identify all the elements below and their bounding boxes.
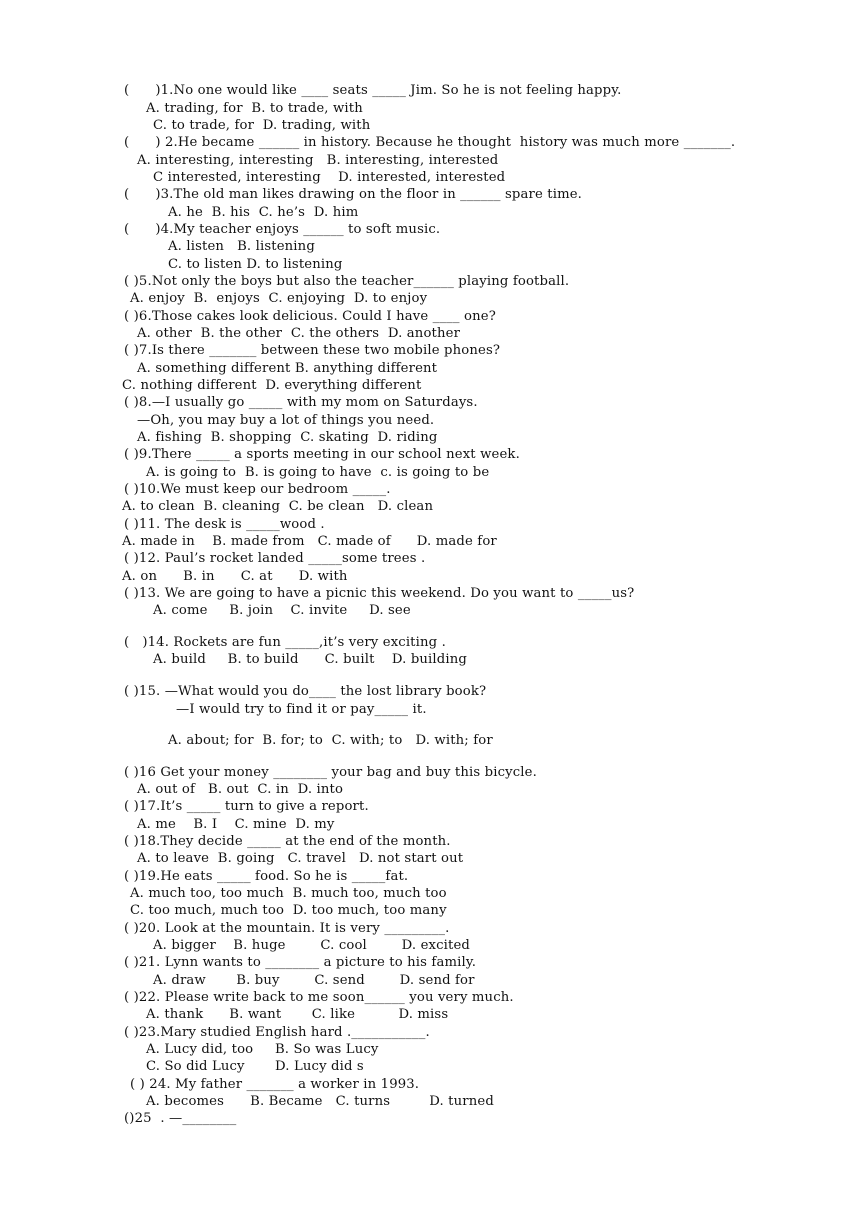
question-4-options-b: C. to listen D. to listening xyxy=(168,257,343,272)
question-6-options: A. other B. the other C. the others D. another xyxy=(137,326,461,341)
question-13: ( )13. We are going to have a picnic this weekend. Do you want to _____us? xyxy=(124,586,635,601)
question-8-dialogue: —Oh, you may buy a lot of things you need. xyxy=(137,413,435,428)
question-25: ()25 . —________ xyxy=(124,1111,237,1126)
question-23-options-b: C. So did Lucy D. Lucy did s xyxy=(146,1059,364,1074)
question-2: ( ) 2.He became ______ in history. Because he thought history was much more _______. xyxy=(124,135,736,150)
question-10: ( )10.We must keep our bedroom _____. xyxy=(124,482,391,497)
question-6: ( )6.Those cakes look delicious. Could I have ____ one? xyxy=(124,309,496,324)
question-23: ( )23.Mary studied English hard .___________. xyxy=(124,1025,430,1040)
question-11-options: A. made in B. made from C. made of D. made for xyxy=(122,534,497,549)
question-19-options-a: A. much too, too much B. much too, much too xyxy=(130,886,447,901)
question-20-options: A. bigger B. huge C. cool D. excited xyxy=(153,938,471,953)
question-5: ( )5.Not only the boys but also the teacher______ playing football. xyxy=(124,274,570,289)
question-14-options: A. build B. to build C. built D. building xyxy=(153,652,467,667)
question-3: ( )3.The old man likes drawing on the floor in ______ spare time. xyxy=(124,187,583,202)
question-19: ( )19.He eats _____ food. So he is _____fat. xyxy=(124,869,409,884)
question-24: ( ) 24. My father _______ a worker in 1993. xyxy=(130,1077,420,1092)
question-7-options-a: A. something different B. anything different xyxy=(137,361,438,376)
question-2-options-b: C interested, interesting D. interested, interested xyxy=(153,170,506,185)
question-15-dialogue: —I would try to find it or pay_____ it. xyxy=(176,702,427,717)
question-19-options-b: C. too much, much too D. too much, too many xyxy=(130,903,447,918)
question-20: ( )20. Look at the mountain. It is very _________. xyxy=(124,921,450,936)
question-4-options-a: A. listen B. listening xyxy=(168,239,315,254)
question-1: ( )1.No one would like ____ seats _____ Jim. So he is not feeling happy. xyxy=(124,83,622,98)
question-22: ( )22. Please write back to me soon______ you very much. xyxy=(124,990,514,1005)
question-11: ( )11. The desk is _____wood . xyxy=(124,517,325,532)
question-13-options: A. come B. join C. invite D. see xyxy=(153,603,411,618)
question-7: ( )7.Is there _______ between these two mobile phones? xyxy=(124,343,501,358)
question-8-options: A. fishing B. shopping C. skating D. riding xyxy=(137,430,438,445)
question-14: ( )14. Rockets are fun _____,it’s very exciting . xyxy=(124,635,446,650)
question-22-options: A. thank B. want C. like D. miss xyxy=(146,1007,449,1022)
question-16: ( )16 Get your money ________ your bag and buy this bicycle. xyxy=(124,765,537,780)
question-21: ( )21. Lynn wants to ________ a picture to his family. xyxy=(124,955,477,970)
question-21-options: A. draw B. buy C. send D. send for xyxy=(153,973,475,988)
question-5-options: A. enjoy B. enjoys C. enjoying D. to enjoy xyxy=(130,291,428,306)
question-15: ( )15. —What would you do____ the lost library book? xyxy=(124,684,487,699)
question-17-options: A. me B. I C. mine D. my xyxy=(137,817,335,832)
question-1-options-b: C. to trade, for D. trading, with xyxy=(153,118,371,133)
question-4: ( )4.My teacher enjoys ______ to soft music. xyxy=(124,222,441,237)
question-17: ( )17.It’s _____ turn to give a report. xyxy=(124,799,369,814)
question-1-options-a: A. trading, for B. to trade, with xyxy=(146,101,363,116)
question-2-options-a: A. interesting, interesting B. interesting, interested xyxy=(137,153,499,168)
question-9-options: A. is going to B. is going to have c. is going to be xyxy=(146,465,490,480)
question-7-options-b: C. nothing different D. everything different xyxy=(122,378,422,393)
question-18-options: A. to leave B. going C. travel D. not start out xyxy=(137,851,464,866)
question-18: ( )18.They decide _____ at the end of the month. xyxy=(124,834,451,849)
question-12: ( )12. Paul’s rocket landed _____some trees . xyxy=(124,551,426,566)
question-15-options: A. about; for B. for; to C. with; to D. with; for xyxy=(168,733,493,748)
question-16-options: A. out of B. out C. in D. into xyxy=(137,782,344,797)
question-8: ( )8.—I usually go _____ with my mom on Saturdays. xyxy=(124,395,478,410)
question-23-options-a: A. Lucy did, too B. So was Lucy xyxy=(146,1042,379,1057)
question-3-options: A. he B. his C. he’s D. him xyxy=(168,205,359,220)
question-24-options: A. becomes B. Became C. turns D. turned xyxy=(146,1094,494,1109)
question-9: ( )9.There _____ a sports meeting in our school next week. xyxy=(124,447,520,462)
question-10-options: A. to clean B. cleaning C. be clean D. clean xyxy=(122,499,434,514)
question-12-options: A. on B. in C. at D. with xyxy=(122,569,348,584)
